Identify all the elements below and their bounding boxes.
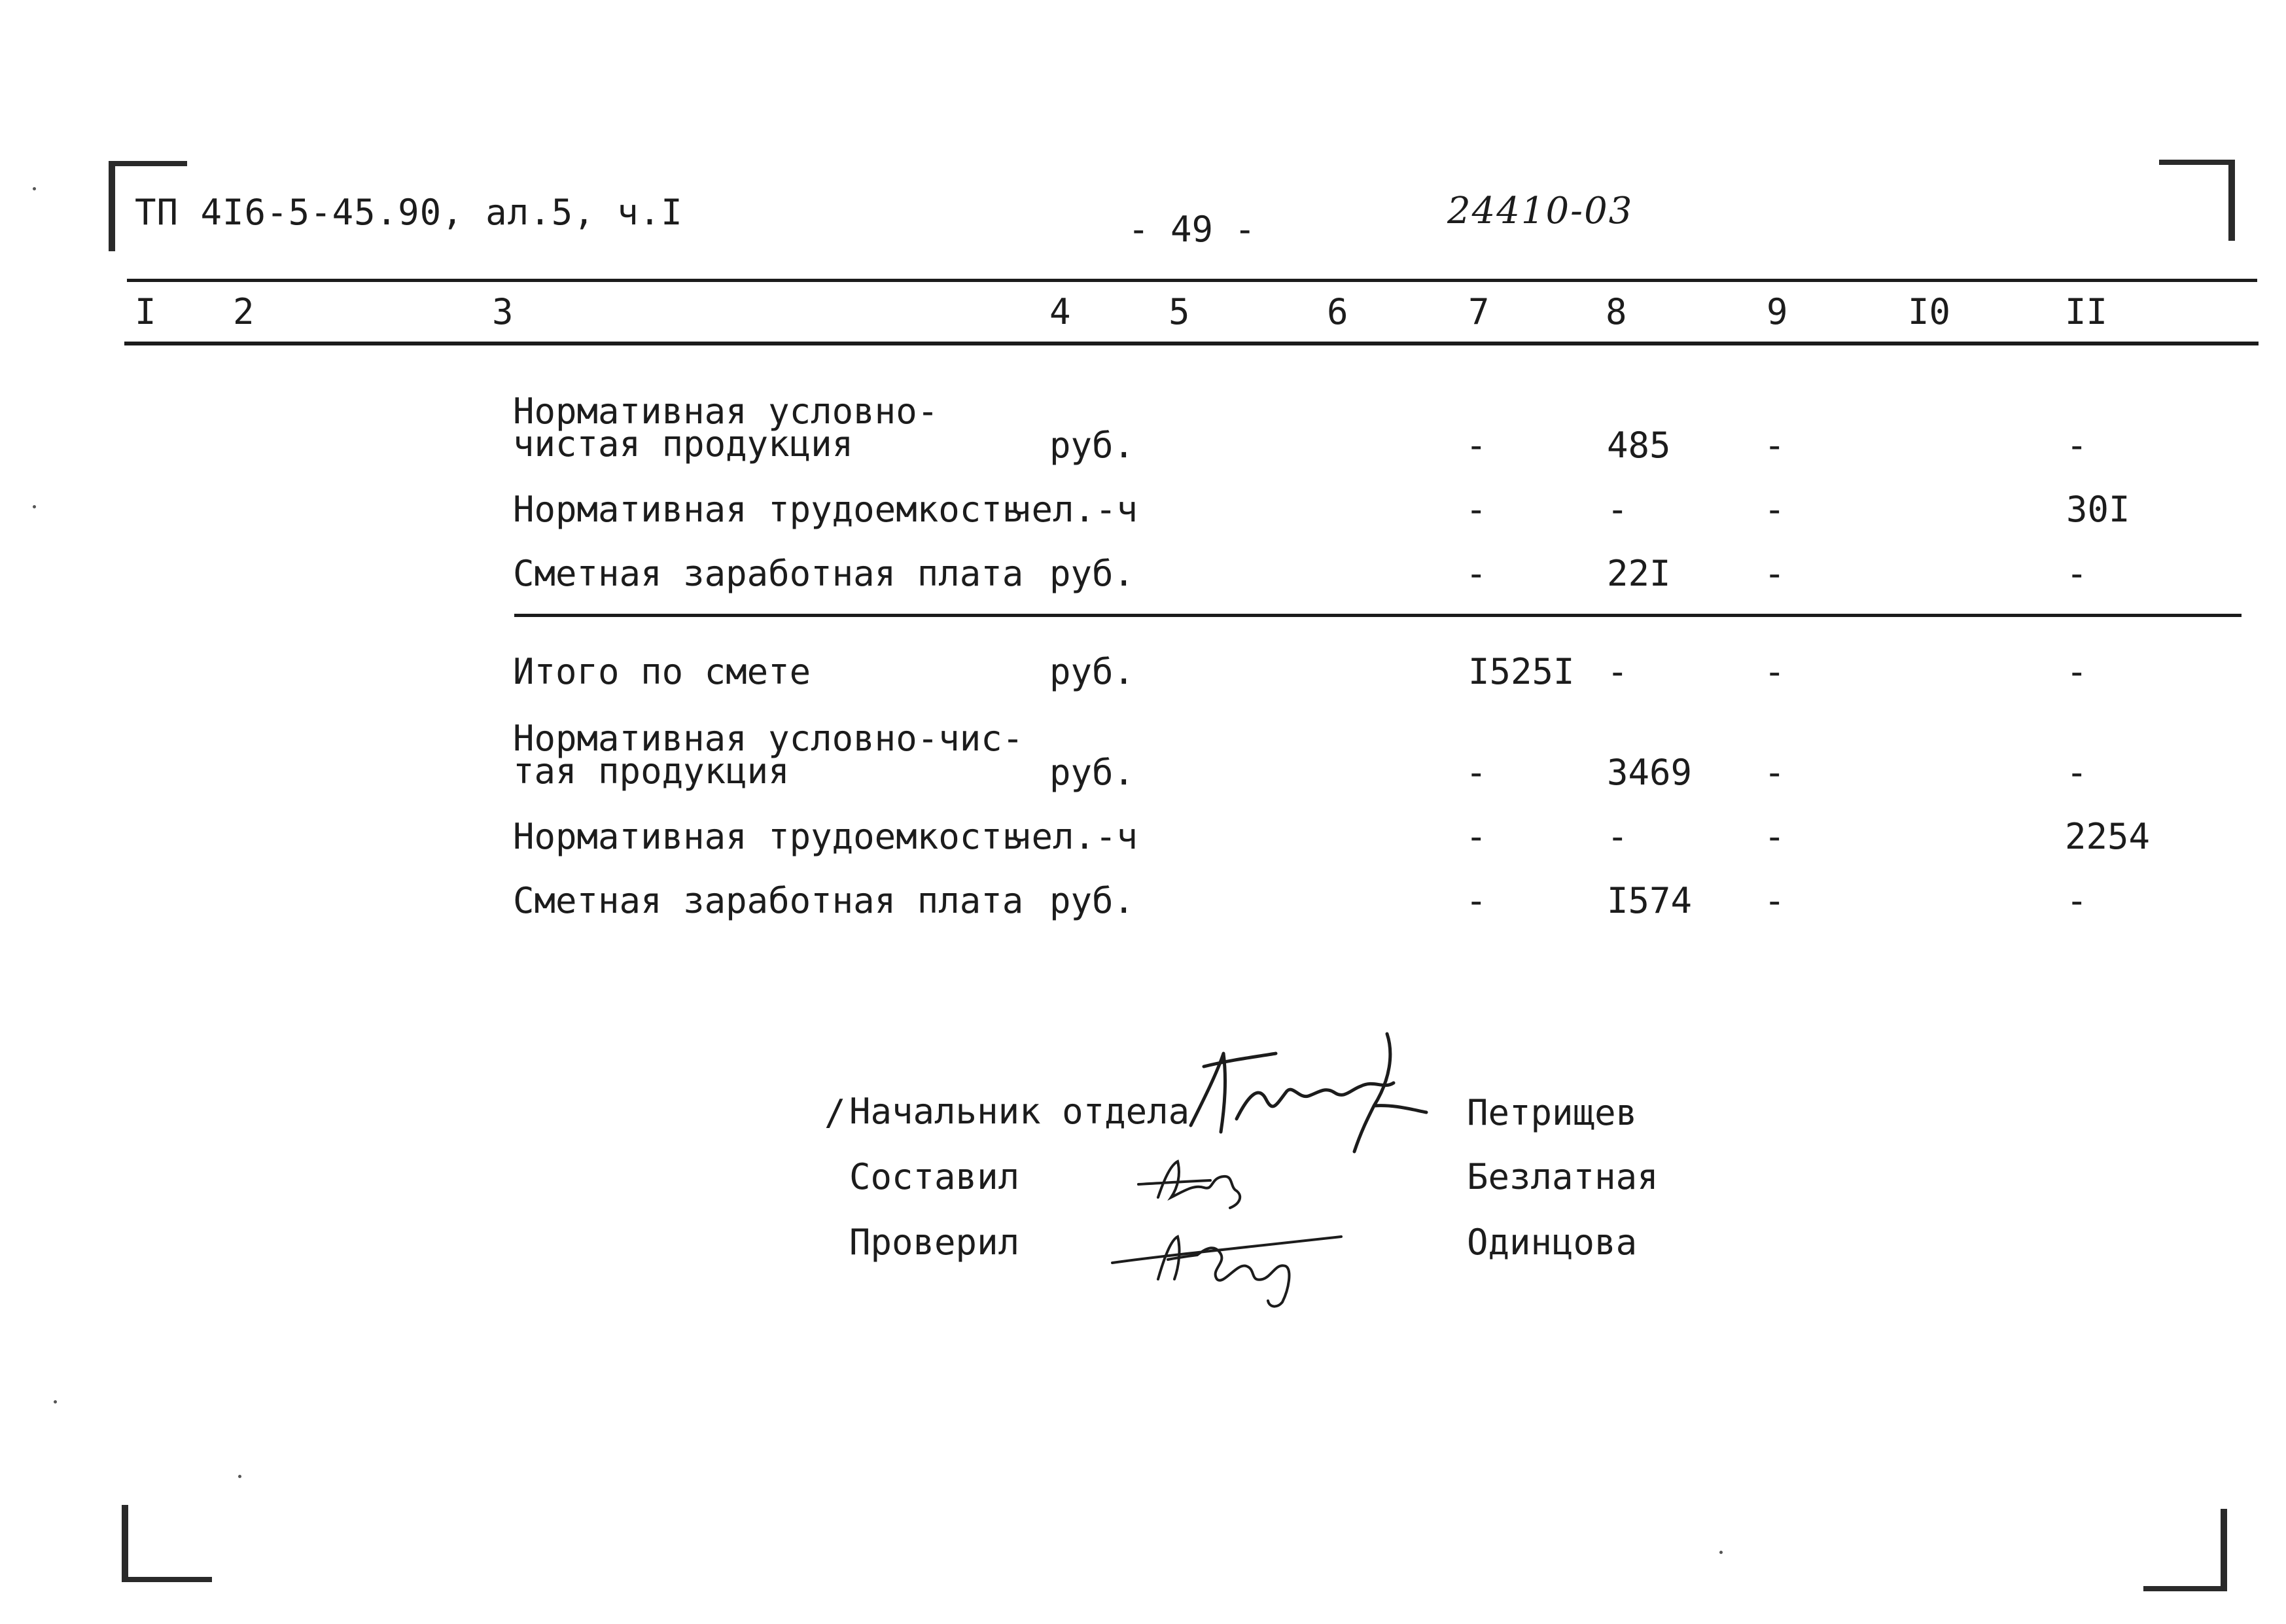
cell-col11: 2254 <box>2065 816 2151 857</box>
cell-col11: - <box>2066 553 2088 594</box>
cell-col7: - <box>1466 553 1487 594</box>
cell-col7: - <box>1466 752 1487 793</box>
frame-corner-top-right <box>2159 160 2235 241</box>
row-label: Нормативная условно- чистая продукция <box>513 391 939 465</box>
scan-speck <box>54 1400 57 1403</box>
signer-name: Петрищев <box>1467 1092 1638 1133</box>
handwritten-signature <box>1106 1217 1348 1309</box>
cell-col8: - <box>1607 816 1628 857</box>
header-top-rule <box>127 279 2257 282</box>
column-number: 9 <box>1767 291 1788 332</box>
row-unit: руб. <box>1049 651 1135 692</box>
column-number: 4 <box>1049 291 1071 332</box>
cell-col9: - <box>1764 489 1785 530</box>
cell-col9: - <box>1764 816 1785 857</box>
column-number: I <box>135 291 156 332</box>
cell-col7: - <box>1466 425 1487 466</box>
column-number: 7 <box>1468 291 1490 332</box>
cell-col9: - <box>1764 425 1785 466</box>
column-number: 8 <box>1606 291 1627 332</box>
cell-col7: - <box>1466 880 1487 921</box>
cell-col8: - <box>1607 651 1628 692</box>
cell-col9: - <box>1764 553 1785 594</box>
cell-col11: - <box>2066 880 2088 921</box>
cell-col8: I574 <box>1607 880 1693 921</box>
cell-col11: - <box>2066 425 2088 466</box>
column-number: 2 <box>233 291 255 332</box>
cell-col11: - <box>2066 752 2088 793</box>
cell-col8: 3469 <box>1607 752 1693 793</box>
cell-col8: 485 <box>1607 425 1671 466</box>
row-label: Сметная заработная плата <box>513 553 1024 594</box>
cell-col7: I525I <box>1468 651 1575 692</box>
frame-corner-bottom-left <box>122 1505 212 1582</box>
handwritten-code: 24410-03 <box>1447 190 1634 232</box>
row-unit: руб. <box>1049 880 1135 921</box>
column-number: 6 <box>1327 291 1348 332</box>
column-number: 5 <box>1169 291 1190 332</box>
row-unit: руб. <box>1049 553 1135 594</box>
row-unit: чел.-ч <box>1010 816 1138 857</box>
handwritten-signature <box>1178 1027 1452 1158</box>
column-number: I0 <box>1908 291 1951 332</box>
cell-col8: 22I <box>1607 553 1671 594</box>
row-label: Нормативная трудоемкость <box>513 489 1024 530</box>
signature-role: Проверил <box>849 1222 1020 1263</box>
cell-col11: 30I <box>2066 489 2130 530</box>
scan-speck <box>238 1475 241 1478</box>
margin-tick: / <box>824 1092 846 1133</box>
row-label: Итого по смете <box>513 651 811 692</box>
cell-col8: - <box>1607 489 1628 530</box>
handwritten-signature <box>1132 1152 1256 1210</box>
column-number: II <box>2065 291 2108 332</box>
row-label: Нормативная трудоемкость <box>513 816 1024 857</box>
row-unit: чел.-ч <box>1010 489 1138 530</box>
header-bottom-rule <box>124 342 2259 345</box>
scan-speck <box>33 505 36 508</box>
document-code: ТП 4I6-5-45.90, ал.5, ч.I <box>135 192 683 233</box>
total-separator-rule <box>514 614 2242 617</box>
signature-role: Начальник отдела <box>849 1091 1190 1132</box>
cell-col7: - <box>1466 816 1487 857</box>
cell-col7: - <box>1466 489 1487 530</box>
signer-name: Безлатная <box>1467 1156 1659 1197</box>
row-unit: руб. <box>1049 425 1135 466</box>
cell-col9: - <box>1764 651 1785 692</box>
row-label: Нормативная условно-чис- тая продукция <box>513 718 1024 792</box>
row-unit: руб. <box>1049 752 1135 793</box>
signer-name: Одинцова <box>1467 1222 1638 1263</box>
row-label: Сметная заработная плата <box>513 880 1024 921</box>
signature-role: Составил <box>849 1156 1020 1197</box>
column-number: 3 <box>492 291 514 332</box>
page-number: - 49 - <box>1128 209 1256 250</box>
cell-col9: - <box>1764 880 1785 921</box>
cell-col11: - <box>2066 651 2088 692</box>
scan-speck <box>1719 1551 1723 1554</box>
scan-speck <box>33 187 36 190</box>
frame-corner-bottom-right <box>2143 1509 2227 1591</box>
cell-col9: - <box>1764 752 1785 793</box>
